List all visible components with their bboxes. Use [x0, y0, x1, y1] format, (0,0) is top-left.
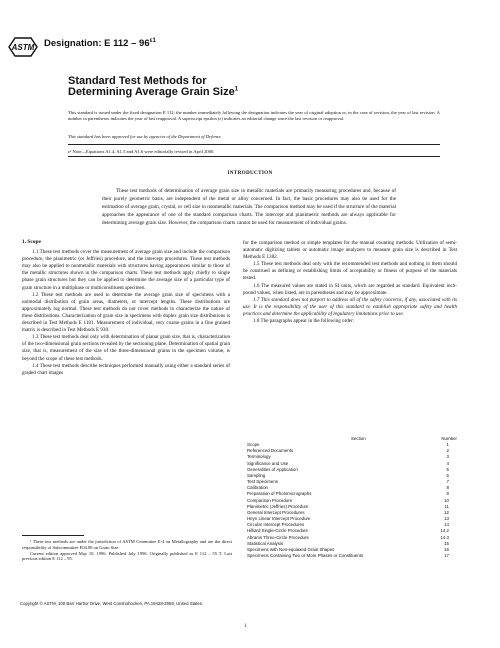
section-title: Generalities of Application — [247, 466, 298, 472]
para-1-8: 1.8 The paragraphs appear in the following order: — [253, 318, 355, 325]
para-1-6: 1.6 The measured values are stated in SI units, which are regarded as standard. Equivalent inch-pound values, when listed, are in parentheses and may be approximate. — [243, 282, 457, 296]
footnote-divider — [22, 535, 84, 536]
section-number: 6 — [446, 472, 449, 478]
section-number: 14.2 — [440, 528, 449, 534]
section-title: Comparison Procedure — [247, 497, 293, 503]
section-title: Abrams Three-Circle Procedure — [247, 534, 309, 540]
section-title: Sampling — [247, 472, 266, 478]
introduction-text: These test methods of determination of average grain size in metallic materials are primarily measuring procedures and, because of their purely geometric basis, are independent of the metal or alloy concerned. In fact, the basic procedures may also be used for the estimation of average grain, crystal, or cell size in nonmetallic materials. The comparison method may be used if the structure of the material approaches the appearance of one of the standard comparison charts. The intercept and planimetric methods are always applicable for determining average grain size. However, the comparison charts cannot be used for measurement of individual grains. — [102, 188, 396, 226]
section-title: Scope — [247, 442, 260, 447]
introduction-heading: INTRODUCTION — [227, 170, 273, 176]
section-number: 17 — [444, 553, 449, 559]
section-number: 14.3 — [440, 534, 449, 540]
section-number: 8 — [446, 485, 449, 491]
page-number: 1 — [244, 624, 247, 629]
section-title: Hilliard Single-Circle Procedure — [247, 528, 309, 534]
section-number: 16 — [444, 546, 449, 552]
section-title: Specimens with Non-equiaxed Grain Shapes — [247, 546, 335, 552]
section-title: Planimetric (Jeffries) Procedure — [247, 503, 309, 509]
para-1-4: 1.4 These test methods describe techniques performed manually using either a standard series of graded chart images — [22, 362, 230, 376]
section-number: 9 — [446, 491, 449, 497]
section-title: Circular Intercept Procedures — [247, 522, 305, 528]
svg-text:ASTM: ASTM — [11, 43, 35, 52]
copyright-line: Copyright © ASTM, 100 Barr Harbor Drive, West Conshohocken, PA 19428-2959, United States. — [20, 601, 204, 606]
section-title: Significance and Use — [247, 460, 289, 466]
footnote-jurisdiction: ¹ These test methods are under the jurisdiction of ASTM Committee E-4 on Metallography and are the direct responsibility of Subcommittee E04.08 on Grain Size. — [22, 539, 232, 550]
section-number: 7 — [446, 479, 449, 485]
para-1-5: 1.5 These test methods deal only with the recommended test methods and nothing in them should be construed as defining or establishing limits of acceptability or fitness of purpose of the materials tested. — [243, 261, 457, 282]
footnote-edition: Current edition approved May 10, 1996. Published July 1996. Originally published as E 112 – 55 T. Last previous edition E 112 – 95. — [22, 550, 232, 562]
table-row — [247, 553, 457, 559]
divider — [68, 144, 440, 145]
section-title: Preparation of Photomicrographs — [247, 491, 312, 497]
section-number: 11 — [444, 503, 449, 509]
dod-approval: This standard has been approved for use by agencies of the Department of Defense. — [68, 134, 222, 139]
section-number: 10 — [444, 497, 449, 503]
right-column — [243, 240, 457, 325]
para-1-7: 1.7 This standard does not purport to address all of the safety concerns, if any, associated with its use. It is the responsibility of the user of this standard to establish appropriate safety and health practices and determine the applicability of regulatory limitations prior to use. — [243, 296, 457, 317]
section-title: Statistical Analysis — [247, 540, 284, 546]
footnote — [22, 539, 232, 562]
section-number: 14 — [444, 522, 449, 528]
para-1-2: 1.2 These test methods are used to determine the average grain size of specimens with a unimodal distribution of grain areas, diameters, or intercept lengths. These distributions are approximately log normal. These test methods do not cover methods to characterize the nature of these distributions. Characterization of grain size in specimens with duplex grain size distributions is described in Test Methods E 1181. Measurement of individual, very coarse grains in a fine grained matrix is described in Test Methods E 930. — [22, 291, 230, 334]
number-column-header: Number — [441, 436, 457, 441]
scope-heading: 1. Scope — [22, 239, 41, 245]
section-title: Referenced Documents — [247, 448, 294, 454]
section-number: 1 — [446, 442, 449, 447]
astm-logo-icon — [7, 36, 39, 58]
para-1-4-continued: for the comparison method or simple templates for the manual counting methods. Utilization of semi-automatic digitizing tablets or automatic image analyzers to measure grain size is described in Test Methods E 1382. — [243, 240, 457, 261]
section-number: 13 — [444, 516, 449, 522]
left-column — [22, 239, 230, 377]
section-number: 5 — [446, 466, 449, 472]
section-title: General Intercept Procedures — [247, 509, 305, 515]
title-line-1: Standard Test Methods for — [68, 75, 207, 87]
section-title: Heyn Linear Intercept Procedure — [247, 516, 311, 522]
section-number: 3 — [446, 454, 449, 460]
editorial-note: ε¹ Note—Equations A1.4, A1.5 and A1.6 were editorially revised in April 2000. — [68, 149, 215, 154]
issued-statement: This standard is issued under the fixed designation E 112; the number immediately following the designation indicates the year of original adoption or, in the case of revision, the year of last revision. A number in parentheses indicates the year of last reapproval. A superscript epsilon (ε) indicates an editorial change since the last revision or reapproval. — [68, 110, 440, 122]
section-number: 12 — [444, 509, 449, 515]
section-title: Terminology — [247, 454, 271, 460]
section-title: Calibration — [247, 485, 268, 491]
para-1-1: 1.1 These test methods cover the measurement of average grain size and include the comparison procedure, the planimetric (or Jeffries) procedure, and the intercept procedures. These test methods may also be applied to nonmetallic materials with structures having appearances similar to those of the metallic structures shown in the comparison charts. These test methods apply chiefly to single phase grain structures but they can be applied to determine the average size of a particular type of grain structure in a multiphase or multiconstituent specimen. — [22, 249, 230, 291]
divider — [68, 156, 440, 157]
designation: Designation: E $112 - 96^{\varepsilon 1}$ — [44, 38, 156, 50]
section-number: 2 — [446, 448, 449, 454]
section-number: 4 — [446, 460, 449, 466]
section-title: Test Specimens — [247, 479, 278, 485]
section-title: Specimens Containing Two or More Phases or Constituents — [247, 553, 364, 559]
para-1-3: 1.3 These test methods deal only with determination of planar grain size, that is, characterization of the two-dimensional grain sections revealed by the sectioning plane. Determination of spatial grain size, that is, measurement of the size of the three-dimensional grains in the specimen volume, is beyond the scope of these test methods. — [22, 334, 230, 362]
section-table-rows — [247, 442, 457, 559]
title-line-2: Determining Average Grain Size$^1$ — [68, 86, 239, 98]
section-number: 15 — [444, 540, 449, 546]
section-table — [247, 436, 457, 559]
section-column-header: Section — [351, 436, 366, 441]
